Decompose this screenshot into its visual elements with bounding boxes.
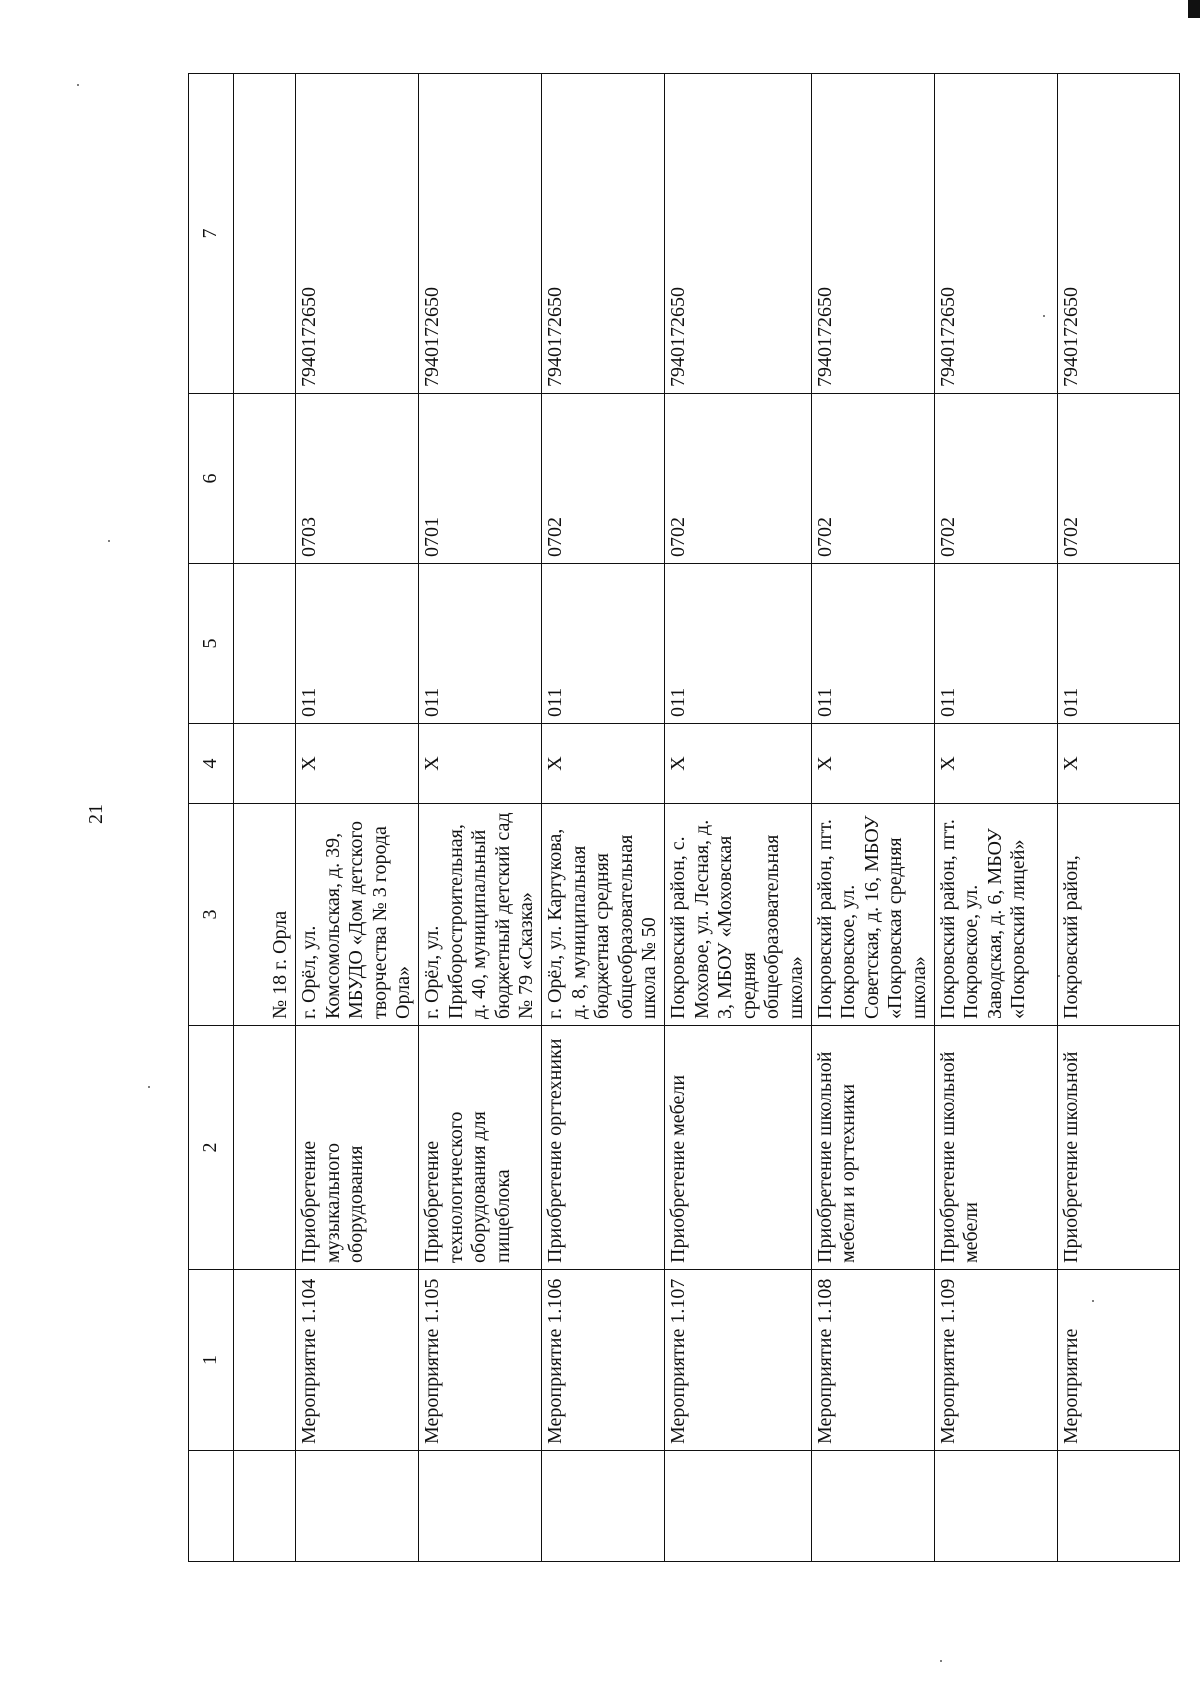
measure-address: г. Орёл, ул. Комсомольская, д. 39, МБУДО «Дом детского творчества № 3 города Орла» <box>296 804 419 1026</box>
measure-mark: Х <box>811 724 934 804</box>
measure-id: Мероприятие 1.105 <box>418 1270 541 1451</box>
table-row <box>934 74 1057 1562</box>
target-item-code: 7940172650 <box>664 74 811 394</box>
measure-name: Приобретение музыкального оборудования <box>296 1026 419 1270</box>
table-row <box>296 74 419 1562</box>
measure-mark: Х <box>1057 724 1180 804</box>
measure-id: Мероприятие <box>1057 1270 1180 1451</box>
measure-name: Приобретение школьной <box>1057 1026 1180 1270</box>
grbs-code: 011 <box>296 564 419 724</box>
measure-id: Мероприятие 1.104 <box>296 1270 419 1451</box>
rotated-table-wrapper <box>188 74 1082 1562</box>
measure-id: Мероприятие 1.107 <box>664 1270 811 1451</box>
target-item-code: 7940172650 <box>934 74 1057 394</box>
measure-mark: Х <box>418 724 541 804</box>
table-row <box>541 74 664 1562</box>
measure-id: Мероприятие 1.106 <box>541 1270 664 1451</box>
measure-id: Мероприятие 1.109 <box>934 1270 1057 1451</box>
measure-mark: Х <box>541 724 664 804</box>
grbs-code: 011 <box>664 564 811 724</box>
measure-address: г. Орёл, ул. Картукова, д. 8, муниципальная бюджетная средняя общеобразовательная школа № 50 <box>541 804 664 1026</box>
header-cell <box>189 1451 234 1562</box>
grbs-code: 011 <box>811 564 934 724</box>
measure-address: Покровский район, с. Моховое, ул. Лесная, д. 3, МБОУ «Моховская средняя общеобразовательная школа» <box>664 804 811 1026</box>
scan-speck <box>77 84 79 86</box>
measure-name: Приобретение мебели <box>664 1026 811 1270</box>
section-code: 0702 <box>1057 394 1180 564</box>
scan-speck <box>108 540 110 542</box>
grbs-code: 011 <box>541 564 664 724</box>
target-item-code: 7940172650 <box>296 74 419 394</box>
measure-mark: Х <box>664 724 811 804</box>
header-cell: 6 <box>189 394 234 564</box>
header-cell: 4 <box>189 724 234 804</box>
header-cell: 5 <box>189 564 234 724</box>
header-cell: 3 <box>189 804 234 1026</box>
scan-edge-mark <box>1188 0 1200 18</box>
section-code: 0702 <box>811 394 934 564</box>
measure-mark: Х <box>296 724 419 804</box>
measure-address: Покровский район, пгт. Покровское, ул. Советская, д. 16, МБОУ «Покровская средняя школа» <box>811 804 934 1026</box>
grbs-code: 011 <box>1057 564 1180 724</box>
page-number: 21 <box>85 804 107 824</box>
table-row <box>418 74 541 1562</box>
section-code: 0701 <box>418 394 541 564</box>
scan-speck <box>940 1660 942 1662</box>
measure-mark: Х <box>934 724 1057 804</box>
target-item-code: 7940172650 <box>418 74 541 394</box>
scan-speck <box>148 1086 150 1088</box>
section-code: 0702 <box>664 394 811 564</box>
section-code: 0702 <box>934 394 1057 564</box>
table-row <box>811 74 934 1562</box>
grbs-code: 011 <box>418 564 541 724</box>
header-cell: 7 <box>189 74 234 394</box>
target-item-code: 7940172650 <box>541 74 664 394</box>
section-code: 0702 <box>541 394 664 564</box>
target-item-code: 7940172650 <box>811 74 934 394</box>
header-cell: 1 <box>189 1270 234 1451</box>
continuation-address: № 18 г. Орла <box>234 804 296 1026</box>
measures-table <box>188 73 1180 1562</box>
continuation-row <box>234 74 296 1562</box>
target-item-code: 7940172650 <box>1057 74 1180 394</box>
grbs-code: 011 <box>934 564 1057 724</box>
table-row <box>1057 74 1180 1562</box>
measure-address: г. Орёл, ул. Приборостроительная, д. 40, муниципальный бюджетный детский сад № 79 «Сказка» <box>418 804 541 1026</box>
measure-name: Приобретение технологического оборудования для пищеблока <box>418 1026 541 1270</box>
measure-address: Покровский район, пгт. Покровское, ул. Заводская, д. 6, МБОУ «Покровский лицей» <box>934 804 1057 1026</box>
measure-name: Приобретение школьной мебели <box>934 1026 1057 1270</box>
column-number-row <box>189 74 234 1562</box>
measure-address: Покровский район, <box>1057 804 1180 1026</box>
measure-name: Приобретение школьной мебели и оргтехники <box>811 1026 934 1270</box>
table-row <box>664 74 811 1562</box>
section-code: 0703 <box>296 394 419 564</box>
measure-id: Мероприятие 1.108 <box>811 1270 934 1451</box>
measure-name: Приобретение оргтехники <box>541 1026 664 1270</box>
header-cell: 2 <box>189 1026 234 1270</box>
